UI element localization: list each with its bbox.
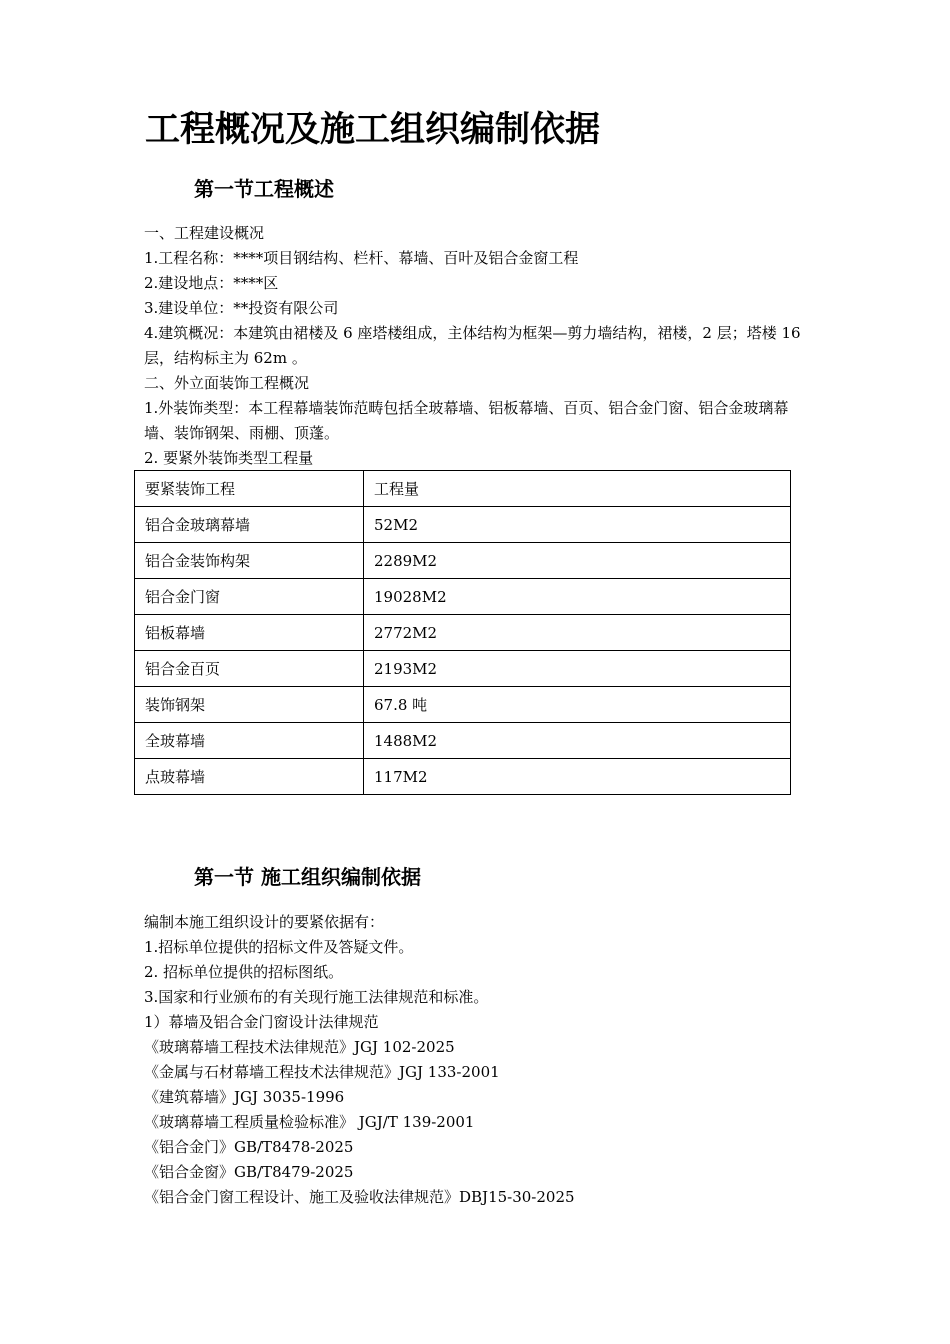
paragraph: 1.工程名称：****项目钢结构、栏杆、幕墙、百叶及铝合金窗工程 [144,249,579,267]
quantity-table [134,470,791,795]
paragraph: 一、工程建设概况 [144,224,265,242]
table-cell: 铝合金玻璃幕墙 [135,507,364,543]
table-header-cell: 要紧装饰工程 [135,471,364,507]
table-cell: 全玻幕墙 [135,723,364,759]
paragraph: 2. 要紧外装饰类型工程量 [144,449,314,467]
table-row [135,723,791,759]
table-row [135,507,791,543]
table-cell: 117M2 [364,759,791,795]
table-header-row [135,471,791,507]
standard-reference: 《铝合金门窗工程设计、施工及验收法律规范》DBJ15-30-2025 [144,1188,575,1206]
paragraph: 3.国家和行业颁布的有关现行施工法律规范和标准。 [144,988,489,1006]
table-row [135,615,791,651]
table-cell: 2772M2 [364,615,791,651]
table-cell: 铝合金百页 [135,651,364,687]
table-cell: 铝板幕墙 [135,615,364,651]
table-row [135,579,791,615]
table-row [135,687,791,723]
paragraph: 4.建筑概况：本建筑由裙楼及 6 座塔楼组成，主体结构为框架—剪力墙结构，裙楼，2 层；塔楼 16 层，结构标主为 62m 。 [144,324,801,367]
table-cell: 67.8 吨 [364,687,791,723]
paragraph: 2. 招标单位提供的招标图纸。 [144,963,344,981]
standard-reference: 《建筑幕墙》JGJ 3035-1996 [144,1088,345,1106]
basis-text [144,910,816,1210]
paragraph: 2.建设地点：****区 [144,274,279,292]
paragraph: 二、外立面装饰工程概况 [144,374,310,392]
paragraph: 1.招标单位提供的招标文件及答疑文件。 [144,938,414,956]
paragraph: 编制本施工组织设计的要紧依据有： [144,913,385,931]
table-cell: 铝合金装饰构架 [135,543,364,579]
table-cell: 2193M2 [364,651,791,687]
paragraph: 3.建设单位：**投资有限公司 [144,299,339,317]
section-heading-overview: 第一节工程概述 [194,177,334,201]
standard-reference: 《铝合金门》GB/T8478-2025 [144,1138,354,1156]
table-cell: 1488M2 [364,723,791,759]
table-row [135,543,791,579]
overview-text [144,221,816,471]
standard-reference: 《玻璃幕墙工程技术法律规范》JGJ 102-2025 [144,1038,455,1056]
table-cell: 19028M2 [364,579,791,615]
table-cell: 装饰钢架 [135,687,364,723]
table-header-cell: 工程量 [364,471,791,507]
section-heading-basis: 第一节 施工组织编制依据 [194,865,421,889]
standard-reference: 《金属与石材幕墙工程技术法律规范》JGJ 133-2001 [144,1063,500,1081]
standard-reference: 《玻璃幕墙工程质量检验标准》 JGJ/T 139-2001 [144,1113,475,1131]
paragraph: 1.外装饰类型：本工程幕墙装饰范畴包括全玻幕墙、铝板幕墙、百页、铝合金门窗、铝合金玻璃幕墙、装饰钢架、雨棚、顶蓬。 [144,399,789,442]
standard-reference: 《铝合金窗》GB/T8479-2025 [144,1163,354,1181]
table-cell: 52M2 [364,507,791,543]
table-cell: 点玻幕墙 [135,759,364,795]
table-row [135,759,791,795]
table-cell: 2289M2 [364,543,791,579]
paragraph: 1）幕墙及铝合金门窗设计法律规范 [144,1013,379,1031]
table-cell: 铝合金门窗 [135,579,364,615]
document-title: 工程概况及施工组织编制依据 [145,110,601,150]
table-row [135,651,791,687]
